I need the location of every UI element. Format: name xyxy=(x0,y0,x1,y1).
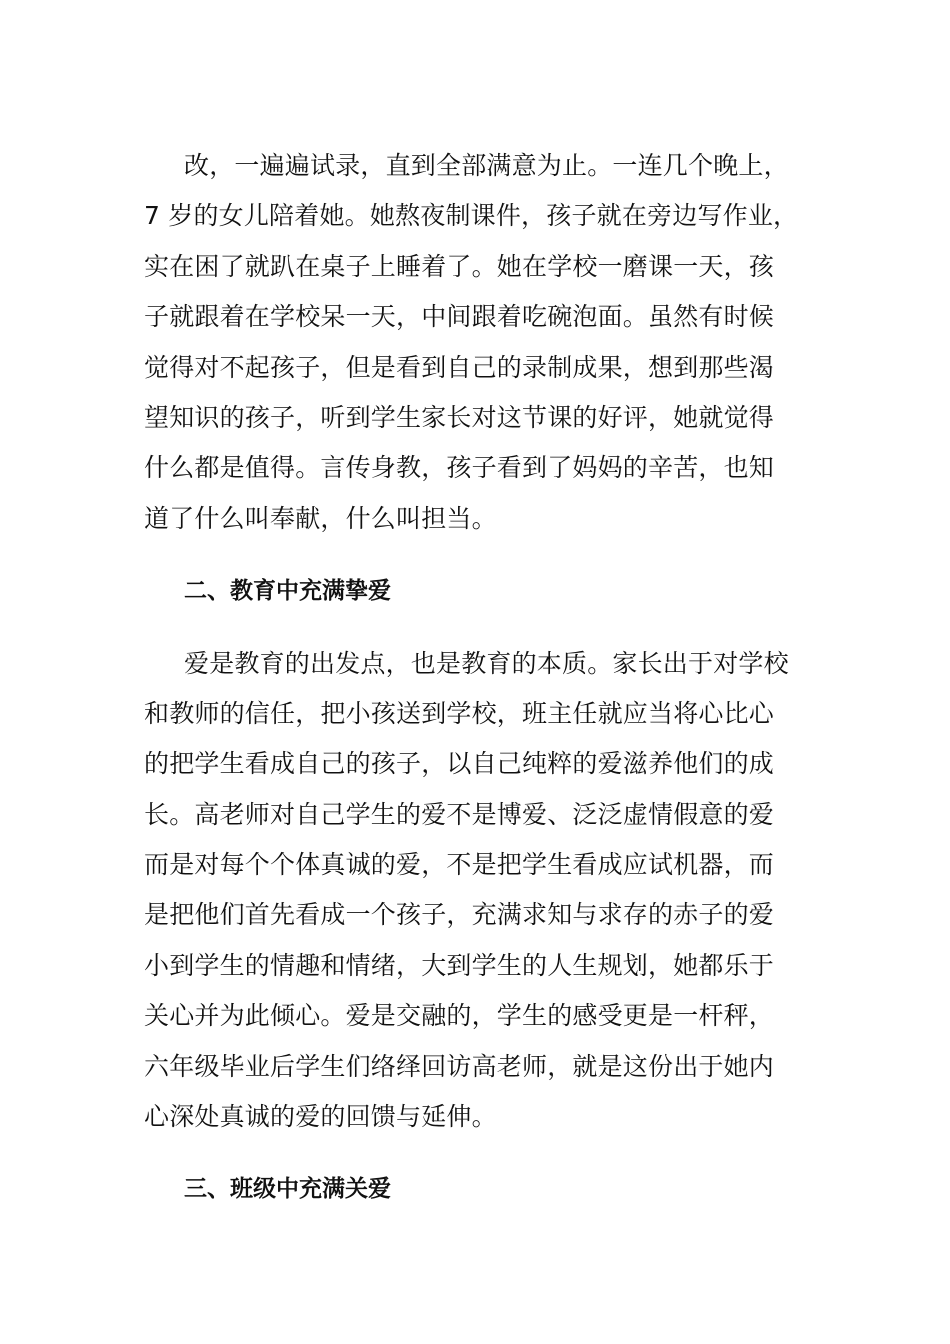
paragraph-line: 而是对每个个体真诚的爱，不是把学生看成应试机器，而 xyxy=(144,850,775,880)
paragraph-line: 是把他们首先看成一个孩子，充满求知与求存的赤子的爱 xyxy=(144,900,775,930)
paragraph-line: 实在困了就趴在桌子上睡着了。她在学校一磨课一天，孩 xyxy=(144,251,775,281)
paragraph-continued xyxy=(144,141,834,544)
paragraph-line: 7 岁的女儿陪着她。她熬夜制课件，孩子就在旁边写作业， xyxy=(144,201,799,231)
paragraph-line: 和教师的信任，把小孩送到学校，班主任就应当将心比心 xyxy=(144,698,775,728)
paragraph-line: 子就跟着在学校呆一天，中间跟着吃碗泡面。虽然有时候 xyxy=(144,302,775,332)
paragraph-line: 望知识的孩子，听到学生家长对这节课的好评，她就觉得 xyxy=(144,402,775,432)
section-heading-3: 三、班级中充满关爱 xyxy=(184,1176,391,1203)
paragraph-line: 心深处真诚的爱的回馈与延伸。 xyxy=(144,1102,497,1132)
section-heading-2: 二、教育中充满挚爱 xyxy=(184,578,391,605)
paragraph-line: 爱是教育的出发点，也是教育的本质。家长出于对学校 xyxy=(184,648,789,678)
paragraph-line: 六年级毕业后学生们络绎回访高老师，就是这份出于她内 xyxy=(144,1051,775,1081)
paragraph-line: 的把学生看成自己的孩子，以自己纯粹的爱滋养他们的成 xyxy=(144,749,775,779)
paragraph-line: 长。高老师对自己学生的爱不是博爱、泛泛虚情假意的爱 xyxy=(144,799,775,829)
document-body xyxy=(144,141,834,1215)
paragraph-line: 觉得对不起孩子，但是看到自己的录制成果，想到那些渴 xyxy=(144,352,775,382)
paragraph-line: 道了什么叫奉献，什么叫担当。 xyxy=(144,503,497,533)
paragraph-line: 改，一遍遍试录，直到全部满意为止。一连几个晚上， xyxy=(184,151,789,180)
paragraph-line: 关心并为此倾心。爱是交融的，学生的感受更是一杆秤， xyxy=(144,1001,775,1031)
paragraph-line: 小到学生的情趣和情绪，大到学生的人生规划，她都乐于 xyxy=(144,950,775,980)
paragraph-line: 什么都是值得。言传身教，孩子看到了妈妈的辛苦，也知 xyxy=(144,453,775,483)
paragraph-section-2 xyxy=(144,639,834,1143)
